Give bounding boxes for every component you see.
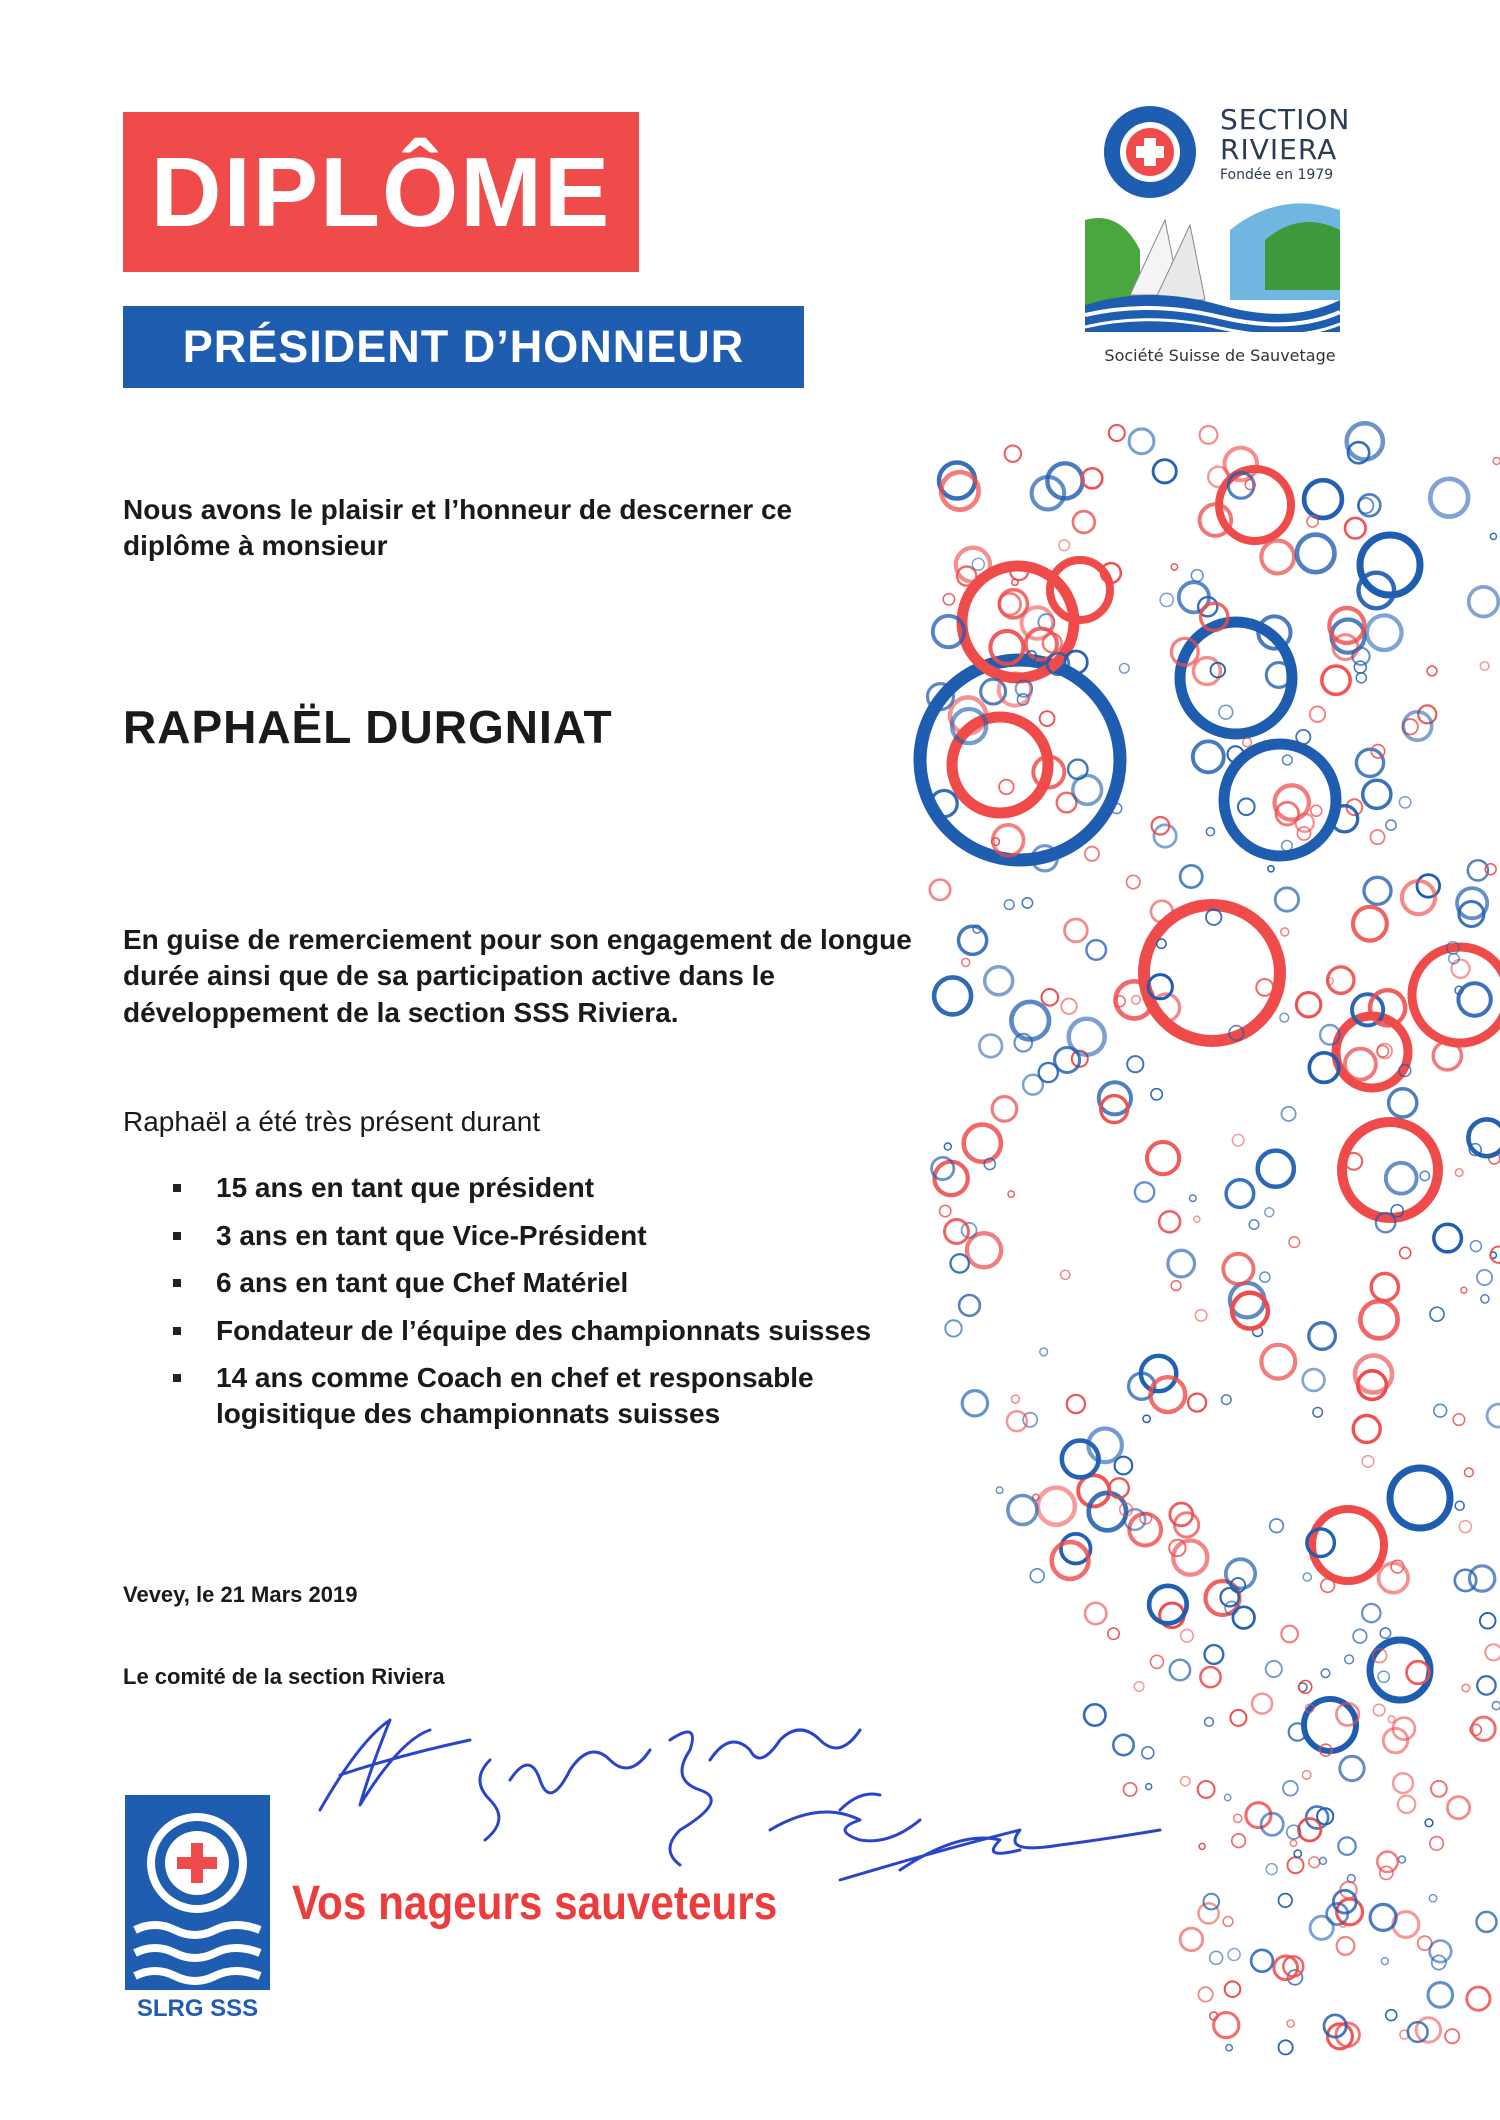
bubble xyxy=(1453,1414,1465,1426)
bubble xyxy=(1022,898,1032,908)
bubble xyxy=(1279,2040,1293,2054)
bubble xyxy=(1468,1119,1500,1156)
bubble xyxy=(1434,1404,1447,1417)
bubble xyxy=(1040,1348,1048,1356)
bubble xyxy=(1270,1519,1284,1533)
bubble xyxy=(959,1295,980,1316)
bubble xyxy=(1234,1814,1242,1822)
bubble xyxy=(1280,1013,1289,1022)
bubble xyxy=(932,1157,954,1179)
bubble xyxy=(1168,1250,1195,1277)
bubble xyxy=(1135,1182,1154,1201)
bubble xyxy=(1200,426,1218,444)
bubble xyxy=(1208,467,1228,487)
bubble xyxy=(1205,1645,1224,1664)
bubble xyxy=(1477,1912,1497,1932)
bubble xyxy=(1461,1287,1467,1293)
diploma-title-banner xyxy=(123,112,639,272)
bubble xyxy=(1333,1890,1356,1913)
bubble xyxy=(1309,1323,1336,1350)
bubble xyxy=(1386,2010,1397,2021)
bubble xyxy=(1381,1958,1388,1965)
bubble xyxy=(1249,1220,1259,1230)
bubble xyxy=(1491,1247,1500,1263)
bubble xyxy=(1371,1273,1398,1300)
bubble xyxy=(1309,1857,1320,1868)
bubble xyxy=(1275,888,1298,911)
bubble xyxy=(1393,1773,1413,1793)
bubble xyxy=(1159,1211,1180,1232)
bubble xyxy=(1261,1345,1295,1379)
bubble xyxy=(1065,919,1088,942)
bubble xyxy=(945,1220,969,1244)
bubble xyxy=(1420,1171,1429,1180)
bubble xyxy=(1011,1395,1019,1403)
bubble xyxy=(1337,1937,1355,1955)
bubble xyxy=(1258,1151,1294,1187)
bubble xyxy=(1430,1941,1452,1963)
bubble xyxy=(992,1097,1017,1122)
bubble xyxy=(1225,1794,1231,1800)
bubble xyxy=(1281,928,1289,936)
bubble xyxy=(1303,1573,1311,1581)
signature-3 xyxy=(670,1730,860,1865)
bubble xyxy=(1282,841,1293,852)
bubble xyxy=(1307,516,1318,527)
bubble xyxy=(1353,907,1387,941)
bubble xyxy=(1108,1628,1119,1639)
bubble xyxy=(1399,1856,1406,1863)
bubble xyxy=(1226,2045,1232,2051)
bubble xyxy=(1127,1056,1143,1072)
bubble xyxy=(1445,2029,1459,2043)
bubble xyxy=(1204,1894,1220,1910)
bubble xyxy=(1157,939,1166,948)
bubble xyxy=(1193,741,1224,772)
bubble xyxy=(1487,1404,1500,1427)
bubble xyxy=(1297,535,1335,573)
date-text: Vevey, le 21 Mars 2019 xyxy=(123,1582,358,1607)
bubble xyxy=(1320,1857,1327,1864)
bubble xyxy=(1304,480,1342,518)
bubble xyxy=(1290,1840,1296,1846)
bubble xyxy=(1493,458,1500,465)
bubble xyxy=(1431,1781,1447,1797)
signature-1 xyxy=(320,1720,470,1810)
logo-caption: Société Suisse de Sauvetage xyxy=(1104,346,1336,365)
bubble xyxy=(1205,1718,1214,1727)
bubble xyxy=(1345,1049,1376,1080)
bubble xyxy=(1477,1270,1492,1285)
bubble xyxy=(999,780,1014,795)
bubble xyxy=(1457,888,1487,918)
bubble xyxy=(1005,446,1021,462)
bubble xyxy=(1294,1850,1301,1857)
bubble xyxy=(972,558,984,570)
bubble xyxy=(1129,429,1154,454)
bubble xyxy=(1309,1053,1339,1083)
list-item: Fondateur de l’équipe des championnats suisses xyxy=(123,1313,883,1349)
bubble xyxy=(1282,755,1292,765)
bubble xyxy=(1180,1928,1203,1951)
bubble xyxy=(1356,749,1383,776)
bubble xyxy=(1360,1301,1397,1338)
logo-section-text: SECTION xyxy=(1220,103,1351,136)
bubble xyxy=(1425,1819,1433,1827)
bubble xyxy=(951,1254,969,1272)
bubble xyxy=(1303,1369,1325,1391)
bubble xyxy=(1073,511,1095,533)
bubble xyxy=(1195,1310,1207,1322)
bubble xyxy=(1173,1541,1207,1575)
bubble xyxy=(1061,1270,1070,1279)
bubble xyxy=(1313,1408,1323,1418)
bubble xyxy=(1358,1371,1387,1400)
bubble xyxy=(1455,1169,1463,1177)
bubble xyxy=(1150,1655,1163,1668)
slogan-text: Vos nageurs sauveteurs xyxy=(292,1877,778,1930)
bubble xyxy=(962,1391,987,1416)
bubble xyxy=(1311,805,1322,816)
bubble xyxy=(1386,820,1396,830)
bubble xyxy=(1378,1671,1389,1682)
bubble xyxy=(1485,1644,1500,1660)
list-item: 6 ans en tant que Chef Matériel xyxy=(123,1265,883,1301)
diploma-title: DIPLÔME xyxy=(150,136,612,247)
bubble xyxy=(1225,1981,1241,1997)
bubble xyxy=(1008,1191,1014,1197)
bubble xyxy=(1465,1468,1474,1477)
bubble xyxy=(967,1233,1001,1267)
bubble xyxy=(1180,865,1202,887)
bubble xyxy=(1190,1195,1197,1202)
bubble xyxy=(1243,738,1252,747)
bubble xyxy=(940,1205,951,1216)
bubble xyxy=(1206,910,1221,925)
bubble xyxy=(1345,518,1366,539)
bubble xyxy=(930,880,950,900)
bubble xyxy=(1283,1781,1298,1796)
bubble xyxy=(1191,570,1203,582)
bubble xyxy=(1260,1272,1270,1282)
bubble xyxy=(1345,1655,1354,1664)
bubble xyxy=(985,967,1013,995)
bubble xyxy=(1042,989,1059,1006)
bubble xyxy=(1388,1716,1395,1723)
bubble xyxy=(1214,2013,1239,2038)
bubble xyxy=(1296,993,1320,1017)
bubble xyxy=(1171,564,1177,570)
bubble xyxy=(1067,1395,1085,1413)
slrg-sss-logo xyxy=(125,1795,270,2025)
bubble xyxy=(1210,1951,1223,1964)
bubble xyxy=(1181,1629,1194,1642)
bubble xyxy=(1345,1153,1362,1170)
bubble xyxy=(1321,1579,1335,1593)
bubble xyxy=(1356,673,1366,683)
bubble xyxy=(1238,799,1255,816)
bubble xyxy=(1373,1704,1385,1716)
bubble xyxy=(979,1035,1002,1058)
bubble xyxy=(1427,666,1437,676)
bubble xyxy=(1380,1628,1390,1638)
recipient-name: RAPHAËL DURGNIAT xyxy=(123,701,613,753)
lifebuoy-waves-icon xyxy=(125,1795,270,1995)
bubble xyxy=(1360,535,1420,595)
bubble xyxy=(1194,1216,1200,1222)
bubble xyxy=(1147,1142,1179,1174)
bubble xyxy=(1228,1949,1240,1961)
bubble xyxy=(1008,1496,1037,1525)
bubble xyxy=(1389,1089,1417,1117)
bubble xyxy=(1321,1669,1330,1678)
intro-text: Nous avons le plaisir et l’honneur de descerner ce diplôme à monsieur xyxy=(123,494,793,562)
bubble xyxy=(1023,1075,1043,1095)
bubble xyxy=(1362,1456,1374,1468)
bubble xyxy=(1367,615,1402,650)
bubble xyxy=(999,593,1021,615)
bubble xyxy=(1073,776,1102,805)
bubble xyxy=(1265,1208,1274,1217)
bubble xyxy=(943,594,954,605)
bubble xyxy=(1430,1837,1444,1851)
bubble xyxy=(1154,825,1176,847)
bubble xyxy=(1347,423,1383,459)
bubble xyxy=(945,1320,961,1336)
bubble xyxy=(1230,1710,1246,1726)
bubble xyxy=(1462,1684,1470,1692)
bubble xyxy=(964,1125,1001,1162)
diploma-subtitle-banner xyxy=(123,306,804,388)
bubble xyxy=(1480,662,1489,671)
bubble xyxy=(1490,533,1496,539)
bubble xyxy=(1085,1603,1106,1624)
bubble xyxy=(1455,1570,1476,1591)
bubble xyxy=(1289,1237,1300,1248)
bubble xyxy=(1171,1281,1181,1291)
roles-list xyxy=(123,1170,883,1443)
bubble xyxy=(1480,1613,1496,1629)
bubble xyxy=(1226,1180,1254,1208)
bubble xyxy=(1261,541,1294,574)
bubble xyxy=(1400,1247,1411,1258)
bubble xyxy=(1268,866,1274,872)
bubble xyxy=(1193,658,1220,685)
committee-text: Le comité de la section Riviera xyxy=(123,1664,445,1689)
bubble xyxy=(1022,607,1054,639)
list-item: 3 ans en tant que Vice-Président xyxy=(123,1218,883,1254)
section-riviera-logo xyxy=(1080,100,1360,380)
bubble xyxy=(1120,664,1130,674)
list-item: 15 ans en tant que président xyxy=(123,1170,883,1206)
bubble xyxy=(1086,940,1106,960)
bubble xyxy=(1188,1394,1206,1412)
bubble xyxy=(1222,1395,1232,1405)
present-label: Raphaël a été très présent durant xyxy=(123,1106,541,1137)
bubble xyxy=(1282,1107,1296,1121)
bubble xyxy=(1198,1781,1215,1798)
logo-founded-text: Fondée en 1979 xyxy=(1220,167,1334,183)
bubble xyxy=(1256,979,1273,996)
bubble xyxy=(934,977,971,1014)
bubble xyxy=(1398,1796,1415,1813)
bubble xyxy=(1011,1002,1049,1040)
bubble xyxy=(1312,1509,1384,1581)
bubble xyxy=(1200,1667,1220,1687)
bubble xyxy=(1281,1626,1298,1643)
bubble xyxy=(1160,593,1173,606)
bubble xyxy=(1221,1588,1239,1606)
bubble xyxy=(1132,996,1141,1005)
bubble xyxy=(1447,1797,1469,1819)
bubble xyxy=(1251,1950,1273,1972)
bubble xyxy=(1055,1048,1080,1073)
bubble xyxy=(1219,705,1233,719)
thanks-text: En guise de remerciement pour son engagement de longue durée ainsi que de sa participation active dans le développement de la section SSS Riviera. xyxy=(123,924,912,1028)
bubble xyxy=(1430,1307,1444,1321)
bubble xyxy=(1451,960,1469,978)
bubble xyxy=(1228,473,1254,499)
bubble xyxy=(1004,900,1014,910)
diploma-subtitle: PRÉSIDENT D’HONNEUR xyxy=(182,321,745,372)
bubble xyxy=(1223,1254,1253,1284)
bubble xyxy=(1030,1569,1044,1583)
bubble xyxy=(1354,661,1366,673)
bubble xyxy=(1109,425,1125,441)
bubble xyxy=(1407,1661,1430,1684)
bubble xyxy=(1266,1864,1277,1875)
slrg-sss-label: SLRG SSS xyxy=(136,1995,259,2022)
bubble xyxy=(1459,1521,1471,1533)
bubble xyxy=(1370,830,1384,844)
bubble xyxy=(993,825,1024,856)
bubble xyxy=(1206,828,1214,836)
list-item: 14 ans comme Coach en chef et responsable logisitique des championnats suisses xyxy=(123,1360,883,1431)
bubble xyxy=(1143,1415,1150,1422)
bubble xyxy=(1377,1852,1397,1872)
bubble xyxy=(1296,730,1310,744)
logo-riviera-text: RIVIERA xyxy=(1220,133,1338,166)
bubble xyxy=(1470,1241,1481,1252)
bubble xyxy=(1059,540,1070,551)
bubble xyxy=(1082,468,1102,488)
bubble xyxy=(1362,1604,1380,1622)
bubble xyxy=(1492,1702,1500,1710)
bubble xyxy=(1429,1895,1436,1902)
bubble xyxy=(944,1143,951,1150)
bubble xyxy=(1458,983,1490,1015)
bubble xyxy=(1170,1660,1190,1680)
bubble xyxy=(1430,479,1468,517)
bubble xyxy=(1328,967,1354,993)
bubble xyxy=(1322,666,1350,694)
signature-4 xyxy=(770,1794,920,1841)
bubble xyxy=(1085,847,1099,861)
bubble xyxy=(1455,1501,1464,1510)
bubble xyxy=(1340,1756,1364,1780)
bubble xyxy=(962,958,970,966)
bubble xyxy=(1386,1163,1417,1194)
bubble xyxy=(1223,1917,1233,1927)
bubble xyxy=(1151,1089,1162,1100)
bubble xyxy=(1232,1134,1244,1146)
bubble xyxy=(1279,1894,1293,1908)
bubble xyxy=(1040,711,1055,726)
bubble xyxy=(1287,2020,1294,2027)
bubble xyxy=(1198,1987,1212,2001)
bubble xyxy=(1353,1416,1380,1443)
signature-2 xyxy=(480,1750,650,1840)
bubble xyxy=(1390,1468,1450,1528)
bubble xyxy=(1353,1629,1367,1643)
bubble xyxy=(1428,1983,1453,2008)
bubble xyxy=(1467,1987,1490,2010)
bubble xyxy=(1477,1676,1495,1694)
bubble xyxy=(1153,460,1176,483)
bubble xyxy=(1472,1717,1495,1740)
bubble xyxy=(1061,999,1076,1014)
bubble xyxy=(1434,1224,1462,1252)
bubble xyxy=(1127,875,1140,888)
bubble xyxy=(996,1487,1003,1494)
bubble xyxy=(1232,1834,1246,1848)
bubble xyxy=(1338,1837,1355,1854)
bubble xyxy=(1288,1857,1304,1873)
bubble xyxy=(1358,498,1373,513)
bubble xyxy=(1266,1661,1282,1677)
bubble xyxy=(1469,587,1499,617)
bubble xyxy=(1150,1377,1185,1412)
bubble xyxy=(1199,1843,1205,1849)
bubble xyxy=(1233,1607,1255,1629)
bubble xyxy=(1310,707,1325,722)
bubble xyxy=(1363,780,1391,808)
bubble xyxy=(1302,1771,1311,1780)
bubble xyxy=(1252,1694,1272,1714)
bubble xyxy=(1370,1904,1396,1930)
bubble xyxy=(1199,1903,1219,1923)
bubble xyxy=(1481,1295,1489,1303)
bubble xyxy=(1399,797,1410,808)
bubble xyxy=(1364,877,1391,904)
bubble xyxy=(1038,1488,1075,1525)
